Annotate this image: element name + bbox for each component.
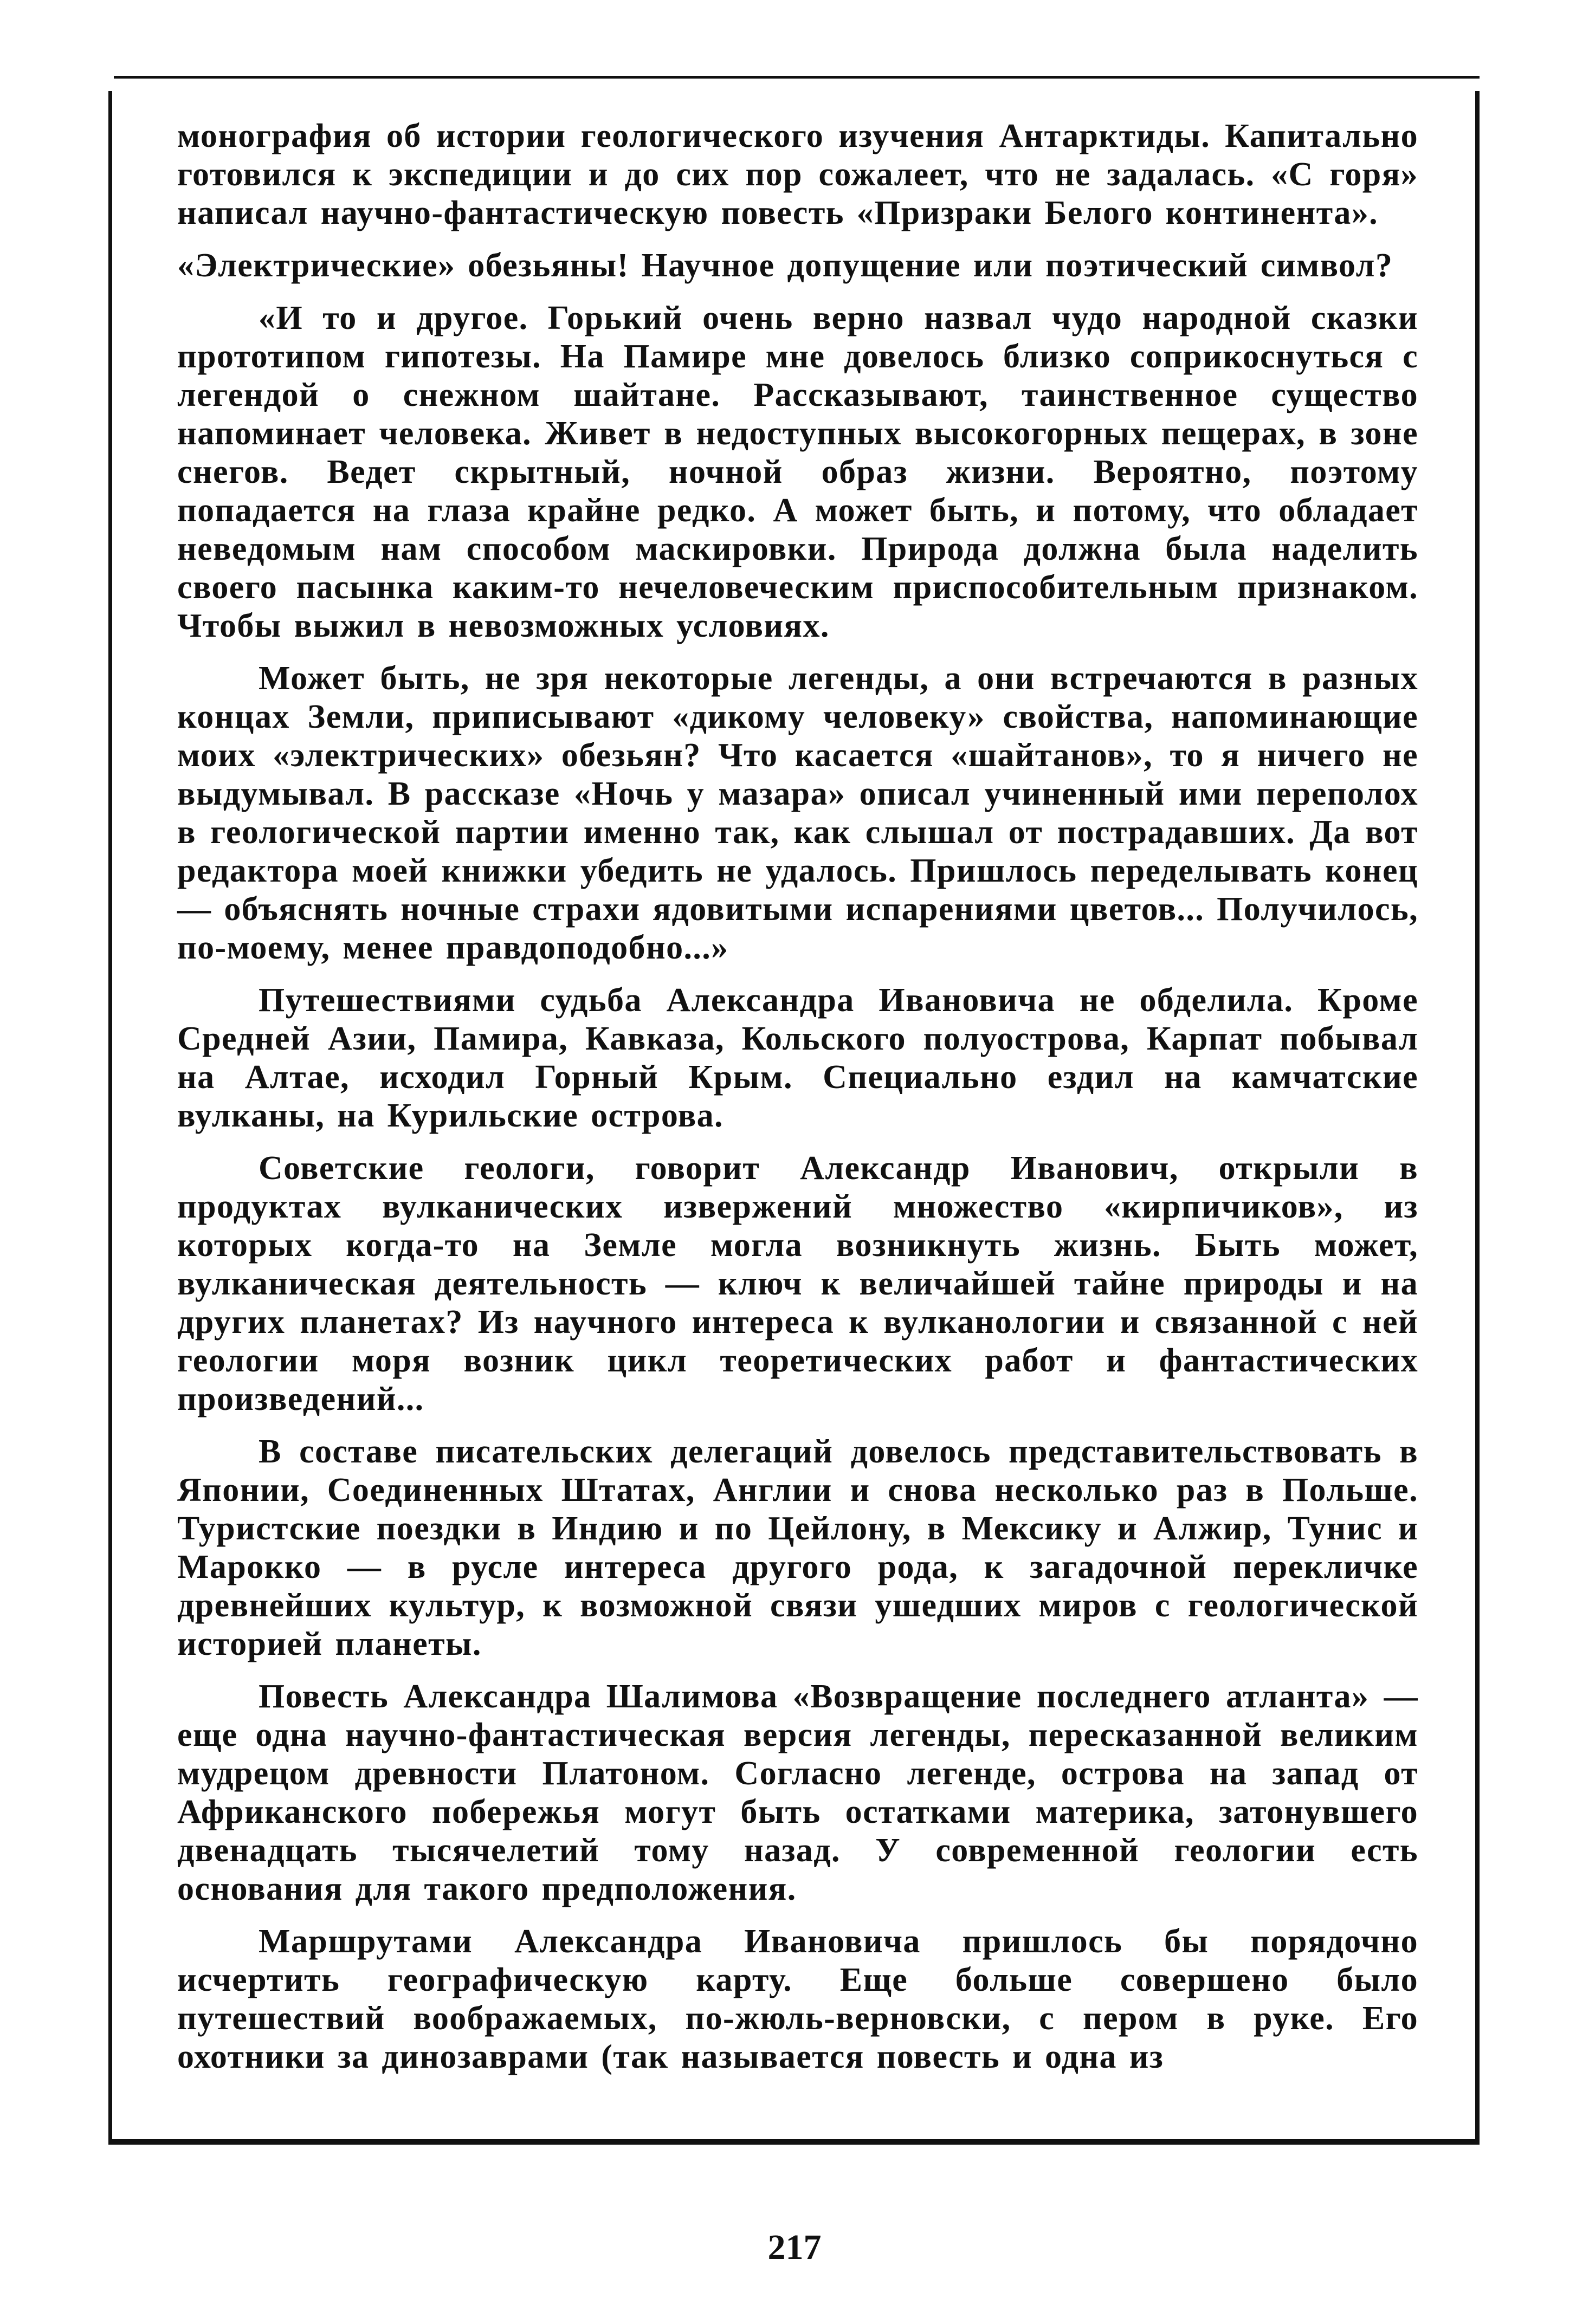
page-frame [108, 91, 1480, 2145]
top-rule [114, 76, 1480, 79]
paragraph-2: «Электрические» обезьяны! Научное допущение или поэтический символ? [177, 247, 1393, 284]
paragraph-7: В составе писательских делегаций довелось представительствовать в Японии, Соединенных Штатах, Англии и снова несколько раз в Польше. Туристские поездки в Индию и по Цейлону, в Мексику и Алжир, Тунис и Марокко — в русле интереса другого рода, к загадочной перекличке древнейших культур, к возможной связи ушедших миров с геологической историей планеты. [177, 1433, 1418, 1662]
page-number: 217 [767, 2228, 822, 2267]
paragraph-3: «И то и другое. Горький очень верно назвал чудо народной сказки прототипом гипотезы. На Памире мне довелось близко соприкоснуться с легендой о снежном шайтане. Рассказывают, таинственное существо напоминает человека. Живет в недоступных высокогорных пещерах, в зоне снегов. Ведет скрытный, ночной образ жизни. Вероятно, поэтому попадается на глаза крайне редко. А может быть, и потому, что обладает неведомым нам способом маскировки. Природа должна была наделить своего пасынка каким-то нечеловеческим приспособительным признаком. Чтобы выжил в невозможных условиях. [177, 300, 1418, 644]
paragraph-5: Путешествиями судьба Александра Ивановича не обделила. Кроме Средней Азии, Памира, Кавказа, Кольского полуострова, Карпат побывал на Алтае, исходил Горный Крым. Специально ездил на камчатские вулканы, на Курильские острова. [177, 982, 1418, 1134]
paragraph-4: Может быть, не зря некоторые легенды, а они встречаются в разных концах Земли, приписывают «дикому человеку» свойства, напоминающие моих «электрических» обезьян? Что касается «шайтанов», то я ничего не выдумывал. В рассказе «Ночь у мазара» описал учиненный ими переполох в геологической партии именно так, как слышал от пострадавших. Да вот редактора моей книжки убедить не удалось. Пришлось переделывать конец — объяснять ночные страхи ядовитыми испарениями цветов... Получилось, по-моему, менее правдоподобно...» [177, 660, 1418, 966]
paragraph-8: Повесть Александра Шалимова «Возвращение последнего атланта» — еще одна научно-фантастическая версия легенды, пересказанной великим мудрецом древности Платоном. Согласно легенде, острова на запад от Африканского побережья могут быть остатками материка, затонувшего двенадцать тысячелетий тому назад. У современной геологии есть основания для такого предположения. [177, 1678, 1418, 1907]
text-block [177, 117, 1418, 2090]
paragraph-6: Советские геологи, говорит Александр Иванович, открыли в продуктах вулканических извержений множество «кирпичиков», из которых когда-то на Земле могла возникнуть жизнь. Быть может, вулканическая деятельность — ключ к величайшей тайне природы и на других планетах? Из научного интереса к вулканологии и связанной с ней геологии моря возник цикл теоретических работ и фантастических произведений... [177, 1150, 1418, 1417]
paragraph-1: монография об истории геологического изучения Антарктиды. Капитально готовился к экспедиции и до сих пор сожалеет, что не задалась. «С горя» написал научно-фантастическую повесть «Призраки Белого континента». [177, 118, 1418, 231]
paragraph-9: Маршрутами Александра Ивановича пришлось бы порядочно исчертить географическую карту. Еще больше совершено было путешествий воображаемых, по-жюль-верновски, с пером в руке. Его охотники за динозаврами (так называется повесть и одна из [177, 1923, 1418, 2075]
